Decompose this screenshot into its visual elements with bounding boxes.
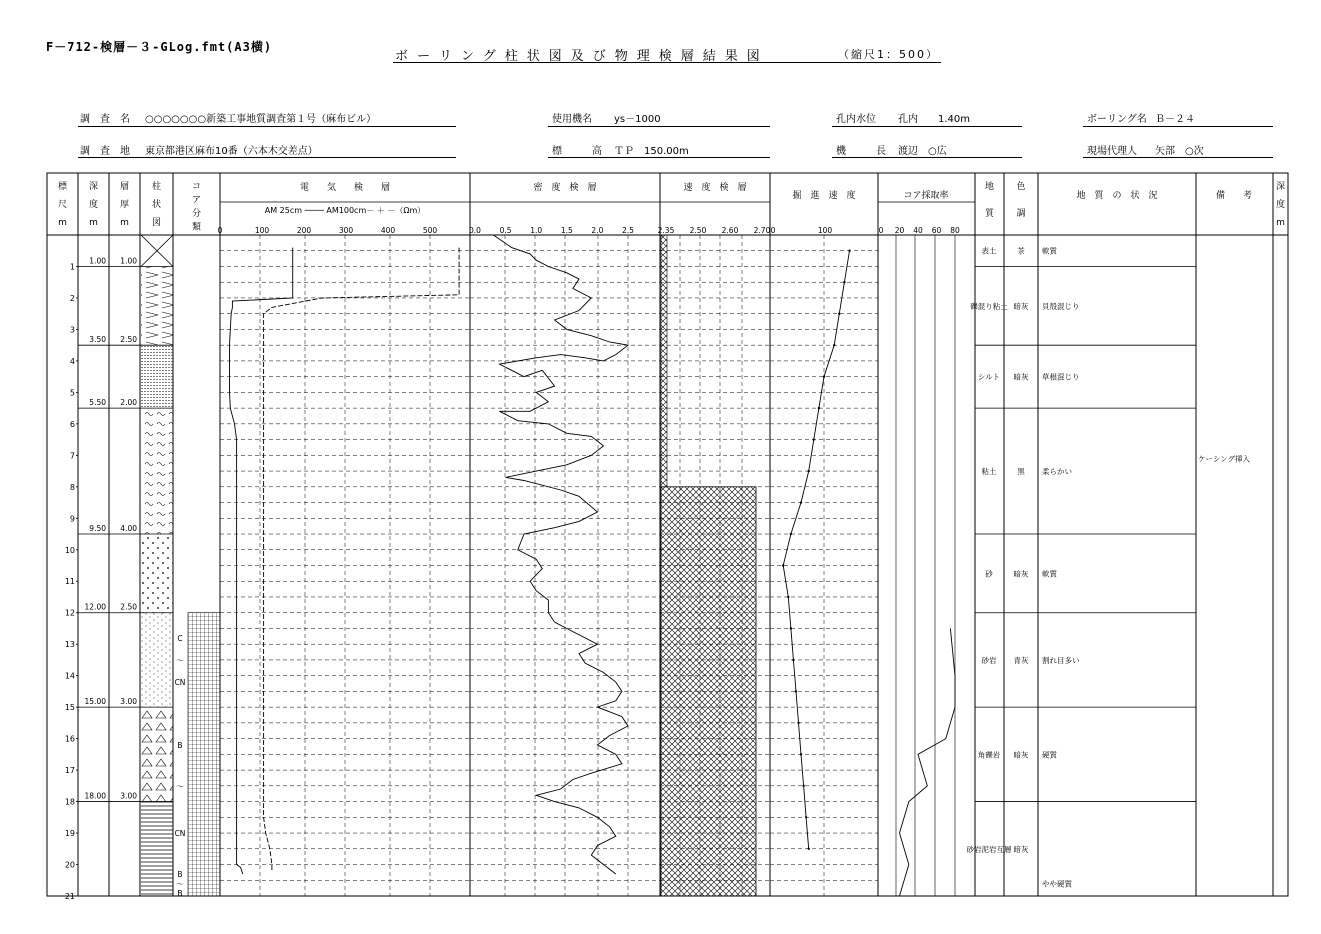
drilling-point xyxy=(782,564,784,566)
core-class-label: CN xyxy=(174,677,186,687)
header-depth-right: 度 xyxy=(1275,200,1286,210)
layer-color: 青灰 xyxy=(1013,655,1029,665)
layer-pattern xyxy=(141,802,173,896)
header-depth: m xyxy=(89,218,98,228)
depth-scale-label: 20 xyxy=(64,860,75,870)
core-class-label: ～ xyxy=(176,879,184,889)
topsoil-pattern xyxy=(141,235,173,266)
core-grid xyxy=(188,613,220,896)
header-depth: 深 xyxy=(88,182,99,192)
drilling-tick-label: 0 xyxy=(770,226,776,235)
drilling-point xyxy=(838,312,840,314)
drilling-point xyxy=(805,816,807,818)
layer-condition: 貝殻混じり xyxy=(1042,301,1080,311)
header-drilling: 掘 進 速 度 xyxy=(792,191,856,201)
core-recovery-line xyxy=(900,629,956,897)
depth-scale-label: 17 xyxy=(64,766,75,776)
depth-scale-label: 15 xyxy=(64,703,75,713)
layer-depth: 3.50 xyxy=(89,335,106,345)
depth-scale-label: 16 xyxy=(64,734,75,744)
header-depth: 度 xyxy=(88,200,99,210)
survey-site-value: 東京都港区麻布10番（六本木交差点） xyxy=(145,146,318,157)
electric-tick-label: 200 xyxy=(296,226,312,235)
layer-pattern xyxy=(141,408,173,534)
depth-scale-label: 12 xyxy=(64,608,75,618)
header-depth-right: 深 xyxy=(1275,182,1286,192)
depth-scale-label: 10 xyxy=(64,545,75,555)
drilling-point xyxy=(800,501,802,503)
depth-scale-label: 5 xyxy=(69,388,75,398)
core-class-label: B xyxy=(177,888,183,898)
depth-scale-label: 11 xyxy=(64,577,75,587)
drilling-point xyxy=(802,785,804,787)
velocity-hatch-thin xyxy=(661,235,667,487)
elevation-label: 標 高 xyxy=(552,146,602,157)
layer-geology: 表土 xyxy=(981,246,997,256)
depth-scale-label: 4 xyxy=(69,356,75,366)
remarks-text: ケーシング挿入 xyxy=(1198,454,1251,464)
layer-color: 暗灰 xyxy=(1013,750,1029,760)
header-density: 密 度 検 層 xyxy=(533,183,597,193)
layer-geology: シルト xyxy=(977,372,1001,382)
layer-condition: 軟質 xyxy=(1042,569,1057,579)
layer-geology: 砂 xyxy=(985,569,993,579)
header-depth-right: m xyxy=(1276,218,1285,228)
header-column: 柱 xyxy=(151,182,162,192)
chief-label: 機 長 xyxy=(836,146,886,157)
layer-pattern xyxy=(141,345,173,408)
depth-scale-label: 1 xyxy=(69,262,75,272)
drilling-point xyxy=(833,344,835,346)
layer-depth: 5.50 xyxy=(89,398,106,408)
layer-color: 暗灰 xyxy=(1013,372,1029,382)
drilling-point xyxy=(808,470,810,472)
drilling-point xyxy=(797,722,799,724)
depth-scale-label: 8 xyxy=(69,482,75,492)
drilling-point xyxy=(848,250,850,252)
header-column: 図 xyxy=(151,218,162,228)
drilling-point xyxy=(800,753,802,755)
depth-scale-label: 2 xyxy=(69,293,75,303)
layer-pattern xyxy=(141,613,173,707)
density-line xyxy=(493,235,628,874)
machine-value: ys－1000 xyxy=(614,114,661,125)
header-column: 状 xyxy=(151,200,162,210)
header-scale: 標 xyxy=(57,182,68,192)
header-core-class: 分 xyxy=(191,209,202,219)
layer-color: 暗灰 xyxy=(1013,569,1029,579)
header-remarks: 備 考 xyxy=(1215,191,1253,201)
boring-name-value: Ｂ－２４ xyxy=(1155,114,1195,125)
core-class-label: B xyxy=(177,740,183,750)
depth-scale-label: 9 xyxy=(69,514,75,524)
velocity-tick-label: 2.60 xyxy=(721,226,739,235)
drilling-point xyxy=(787,596,789,598)
core-class-label: B xyxy=(177,869,183,879)
depth-scale-label: 19 xyxy=(64,829,75,839)
core-class-label: CN xyxy=(174,829,186,839)
header-thickness: 厚 xyxy=(119,200,130,210)
density-tick-label: 0.5 xyxy=(499,226,512,235)
electric-tick-label: 300 xyxy=(338,226,354,235)
header-core-class: コ xyxy=(191,182,202,192)
header-scale: 尺 xyxy=(57,200,68,210)
density-tick-label: 1.0 xyxy=(530,226,543,235)
layer-condition: 軟質 xyxy=(1042,246,1057,256)
header-core-class: 類 xyxy=(191,222,202,233)
core-tick-label: 0 xyxy=(878,226,884,235)
layer-depth: 18.00 xyxy=(84,791,106,801)
header-electric: 電 気 検 層 xyxy=(299,183,391,193)
electric-tick-label: 500 xyxy=(422,226,438,235)
chief-value: 渡辺 ○広 xyxy=(898,146,947,157)
drilling-point xyxy=(843,281,845,283)
velocity-tick-label: 2.70 xyxy=(753,226,771,235)
drilling-point xyxy=(818,407,820,409)
layer-thickness: 3.00 xyxy=(120,697,137,707)
header-velocity: 速 度 検 層 xyxy=(683,183,747,193)
layer-thickness: 1.00 xyxy=(120,256,137,266)
drilling-point xyxy=(823,375,825,377)
layer-thickness: 2.50 xyxy=(120,335,137,345)
header-scale: m xyxy=(58,218,67,228)
layer-depth: 1.00 xyxy=(89,256,106,266)
density-tick-label: 2.5 xyxy=(622,226,634,235)
drilling-point xyxy=(813,438,815,440)
density-tick-label: 1.5 xyxy=(560,226,573,235)
layer-pattern xyxy=(141,534,173,613)
core-tick-label: 80 xyxy=(950,226,960,235)
layer-color: 茶 xyxy=(1017,246,1025,256)
header-color: 調 xyxy=(1016,209,1026,219)
electric-tick-label: 0 xyxy=(217,226,223,235)
layer-depth: 15.00 xyxy=(84,697,106,707)
drilling-tick-label: 100 xyxy=(817,226,833,235)
velocity-tick-label: 2.35 xyxy=(657,226,675,235)
page-title: ボーリング柱状図及び物理検層結果図 xyxy=(395,49,769,64)
core-tick-label: 20 xyxy=(894,226,905,235)
layer-condition: 割れ目多い xyxy=(1042,655,1080,665)
layer-geology: 礫混り粘土 xyxy=(970,301,1008,311)
header-thickness: m xyxy=(120,218,129,228)
electric-tick-label: 400 xyxy=(380,226,396,235)
layer-thickness: 4.00 xyxy=(120,524,137,534)
form-id: F－712-検層－３-GLog.fmt(A3横) xyxy=(46,40,273,54)
header-condition: 地 質 の 状 況 xyxy=(1076,191,1158,201)
agent-label: 現場代理人 xyxy=(1087,146,1137,157)
drilling-point xyxy=(808,848,810,850)
header-geology: 地 xyxy=(984,182,995,192)
drilling-point xyxy=(792,659,794,661)
layer-thickness: 3.00 xyxy=(120,791,137,801)
layer-pattern xyxy=(141,707,173,801)
layer-condition-extra: やや硬質 xyxy=(1042,879,1072,889)
velocity-hatch xyxy=(661,487,756,896)
header-core-class: ア xyxy=(191,195,202,206)
water-level-value: 孔内 1.40m xyxy=(898,114,971,125)
drilling-point xyxy=(795,690,797,692)
header-geology: 質 xyxy=(984,209,995,219)
scale-label: （縮尺1：500） xyxy=(838,48,939,61)
layer-geology: 砂岩泥岩互層 xyxy=(966,844,1012,854)
layer-condition: 柔らかい xyxy=(1042,467,1072,477)
survey-site-label: 調 査 地 xyxy=(80,146,130,157)
layer-color: 黒 xyxy=(1017,467,1025,477)
drilling-point xyxy=(790,627,792,629)
depth-scale-label: 14 xyxy=(64,671,75,681)
layer-geology: 角礫岩 xyxy=(977,750,1001,760)
survey-name-value: ○○○○○○○新築工事地質調査第１号（麻布ビル） xyxy=(145,114,377,125)
water-level-label: 孔内水位 xyxy=(836,114,876,125)
core-class-label: C xyxy=(177,633,183,643)
layer-condition: 硬質 xyxy=(1042,750,1057,760)
layer-geology: 粘土 xyxy=(981,467,997,477)
layer-depth: 9.50 xyxy=(89,524,106,534)
layer-geology: 砂岩 xyxy=(981,655,997,665)
layer-color: 暗灰 xyxy=(1013,844,1029,854)
depth-scale-label: 7 xyxy=(69,451,75,461)
layer-pattern xyxy=(141,266,173,345)
depth-scale-label: 13 xyxy=(64,640,75,650)
machine-label: 使用機名 xyxy=(552,114,592,125)
header-color: 色 xyxy=(1016,182,1026,192)
header-electric-legend: AM 25cm ──── AM100cm－ ＋ －（Ωm） xyxy=(264,206,426,215)
core-tick-label: 60 xyxy=(931,226,942,235)
electric-am25-line xyxy=(230,248,293,874)
depth-scale-label: 3 xyxy=(69,325,75,335)
header-core-recovery: コア採取率 xyxy=(903,191,949,201)
layer-depth: 12.00 xyxy=(84,602,106,612)
core-class-label: ～ xyxy=(176,781,184,791)
electric-tick-label: 100 xyxy=(254,226,270,235)
layer-color: 暗灰 xyxy=(1013,301,1029,311)
core-tick-label: 40 xyxy=(913,226,923,235)
velocity-tick-label: 2.50 xyxy=(689,226,707,235)
density-tick-label: 2.0 xyxy=(591,226,604,235)
drilling-point xyxy=(790,533,792,535)
layer-condition: 草根混じり xyxy=(1042,372,1080,382)
boring-name-label: ボーリング名 xyxy=(1087,114,1147,125)
chart-content xyxy=(58,180,1285,901)
depth-scale-label: 6 xyxy=(69,419,75,429)
survey-name-label: 調 査 名 xyxy=(80,114,130,125)
header-thickness: 層 xyxy=(119,182,130,192)
depth-scale-label: 18 xyxy=(64,797,75,807)
density-tick-label: 0.0 xyxy=(469,226,481,235)
core-class-label: ～ xyxy=(176,655,184,665)
elevation-value: ＴＰ 150.00m xyxy=(614,146,689,157)
depth-scale-label: 21 xyxy=(64,892,75,901)
layer-thickness: 2.50 xyxy=(120,602,137,612)
agent-value: 矢部 ○次 xyxy=(1155,146,1204,157)
layer-thickness: 2.00 xyxy=(120,398,137,408)
